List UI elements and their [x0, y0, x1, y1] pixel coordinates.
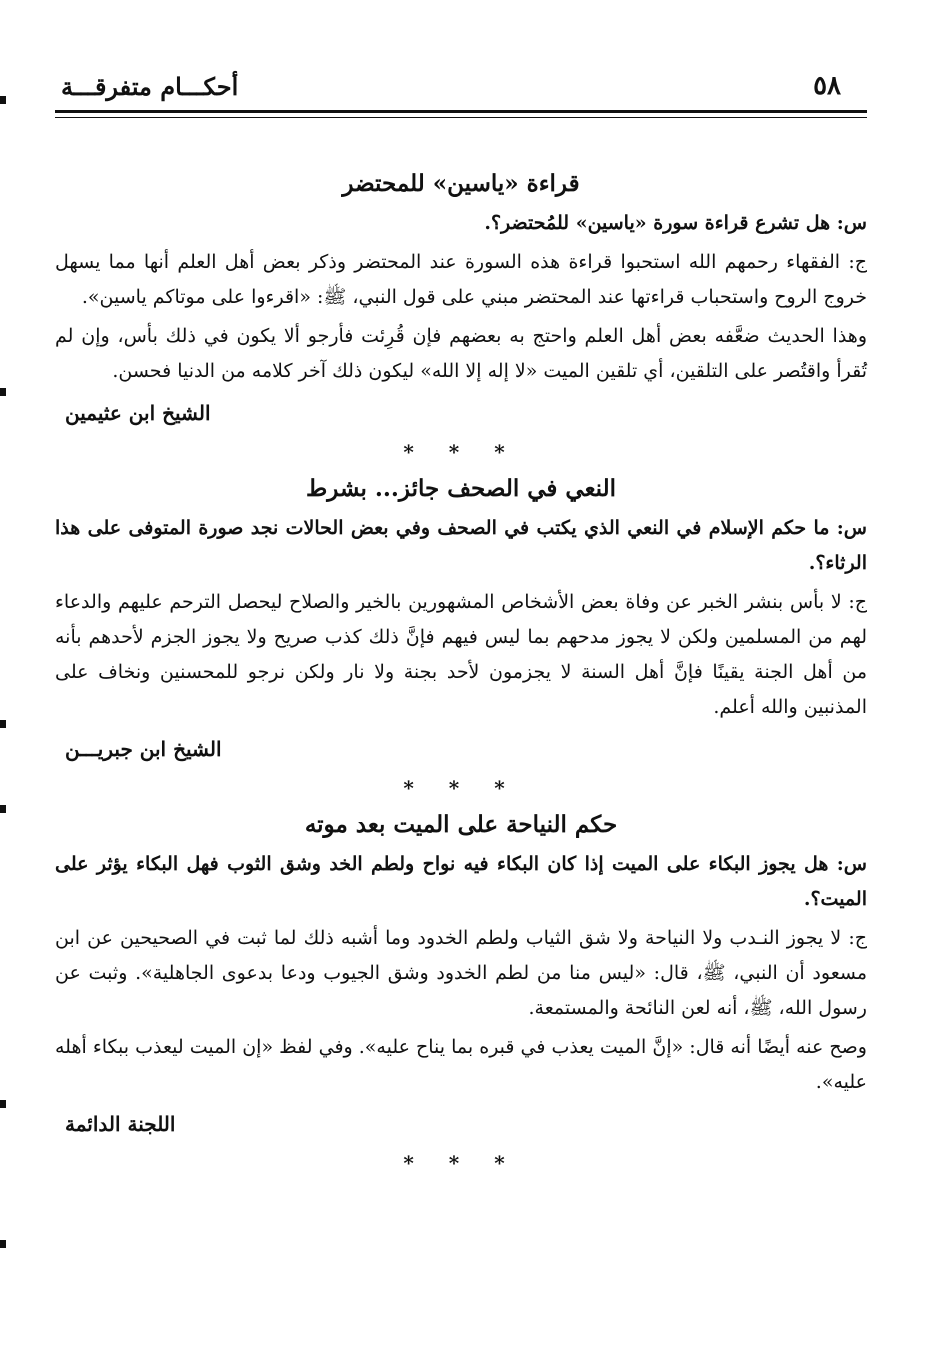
running-title: أحكـــام متفرقـــة [61, 71, 239, 101]
running-header [55, 66, 867, 106]
scan-margin-mark [0, 805, 6, 813]
answer-paragraph: ج: الفقهاء رحمهم الله استحبوا قراءة هذه السورة عند المحتضر وذكر بعض أهل العلم أنها مما يسهل خروج الروح واستحباب قراءتها عند المحتضر مبني على قول النبي، ﷺ: «اقرءوا على موتاكم ياسين». [55, 251, 867, 308]
author-attribution: اللجنة الدائمة [65, 1112, 176, 1136]
scan-margin-mark [0, 720, 6, 728]
question: س: هل تشرع قراءة سورة «ياسين» للمُحتضر؟. [484, 212, 867, 234]
header-rule-thin [55, 117, 867, 118]
section-title: النعي في الصحف جائز... بشرط [305, 475, 617, 502]
author-attribution: الشيخ ابن جبريـــن [65, 737, 222, 761]
scan-margin-mark [0, 388, 6, 396]
header-rule-thick [55, 110, 867, 113]
answer-paragraph: وصح عنه أيضًا أنه قال: «إنَّ الميت يعذب في قبره بما يناح عليه». وفي لفظ «إن الميت ليعذب ببكاء أهله عليه». [55, 1036, 867, 1093]
author-attribution: الشيخ ابن عثيمين [65, 401, 211, 425]
question: س: ما حكم الإسلام في النعي الذي يكتب في الصحف وفي بعض الحالات نجد صورة المتوفى على هذا الرثاء؟. [55, 517, 867, 574]
page-number: ٥٨ [813, 71, 841, 101]
question: س: هل يجوز البكاء على الميت إذا كان البكاء فيه نواح ولطم الخد وشق الثوب فهل البكاء يؤثر على الميت؟. [55, 853, 867, 910]
scan-margin-mark [0, 96, 6, 104]
book-page [55, 58, 867, 1348]
section-title: حكم النياحة على الميت بعد موته [304, 811, 618, 838]
answer-paragraph: ج: لا بأس بنشر الخبر عن وفاة بعض الأشخاص المشهورين بالخير والصلاح ليحصل الترحم عليهم والدعاء لهم من المسلمين ولكن لا يجوز مدحهم بما ليس فيهم فإنَّ ذلك كذب صريح ولا يجوز الجزم لأحدهم بأنه من أهل الجنة يقينًا فإنَّ أهل السنة لا يجزمون لأحد بجنة ولا نار ولكن نرجو للمحسنين ونخاف على المذنبين والله أعلم. [55, 591, 867, 718]
answer-paragraph: وهذا الحديث ضعَّفه بعض أهل العلم واحتج به بعضهم فإن قُرِئت فأرجو ألا يكون في ذلك بأس، وإن لم تُقرأ واقتُصر على التلقين، أي تلقين الميت «لا إله إلا الله» ليكون ذلك آخر كلامه من الدنيا فحسن. [55, 325, 867, 382]
section-title: قراءة «ياسين» للمحتضر [342, 170, 580, 197]
answer-paragraph: ج: لا يجوز النـدب ولا النياحة ولا شق الثياب ولطم الخدود وما أشبه ذلك لما ثبت في الصحيحين عن ابن مسعود أن النبي، ﷺ، قال: «ليس منا من لطم الخدود وشق الجيوب ودعا بدعوى الجاهلية». وثبت عن رسول الله، ﷺ، أنه لعن النائحة والمستمعة. [55, 927, 867, 1019]
section-separator: * * * [403, 1151, 519, 1175]
page-content [55, 166, 867, 1182]
scan-margin-mark [0, 1240, 6, 1248]
section-separator: * * * [403, 440, 519, 464]
scan-margin-mark [0, 1100, 6, 1108]
section-separator: * * * [403, 776, 519, 800]
